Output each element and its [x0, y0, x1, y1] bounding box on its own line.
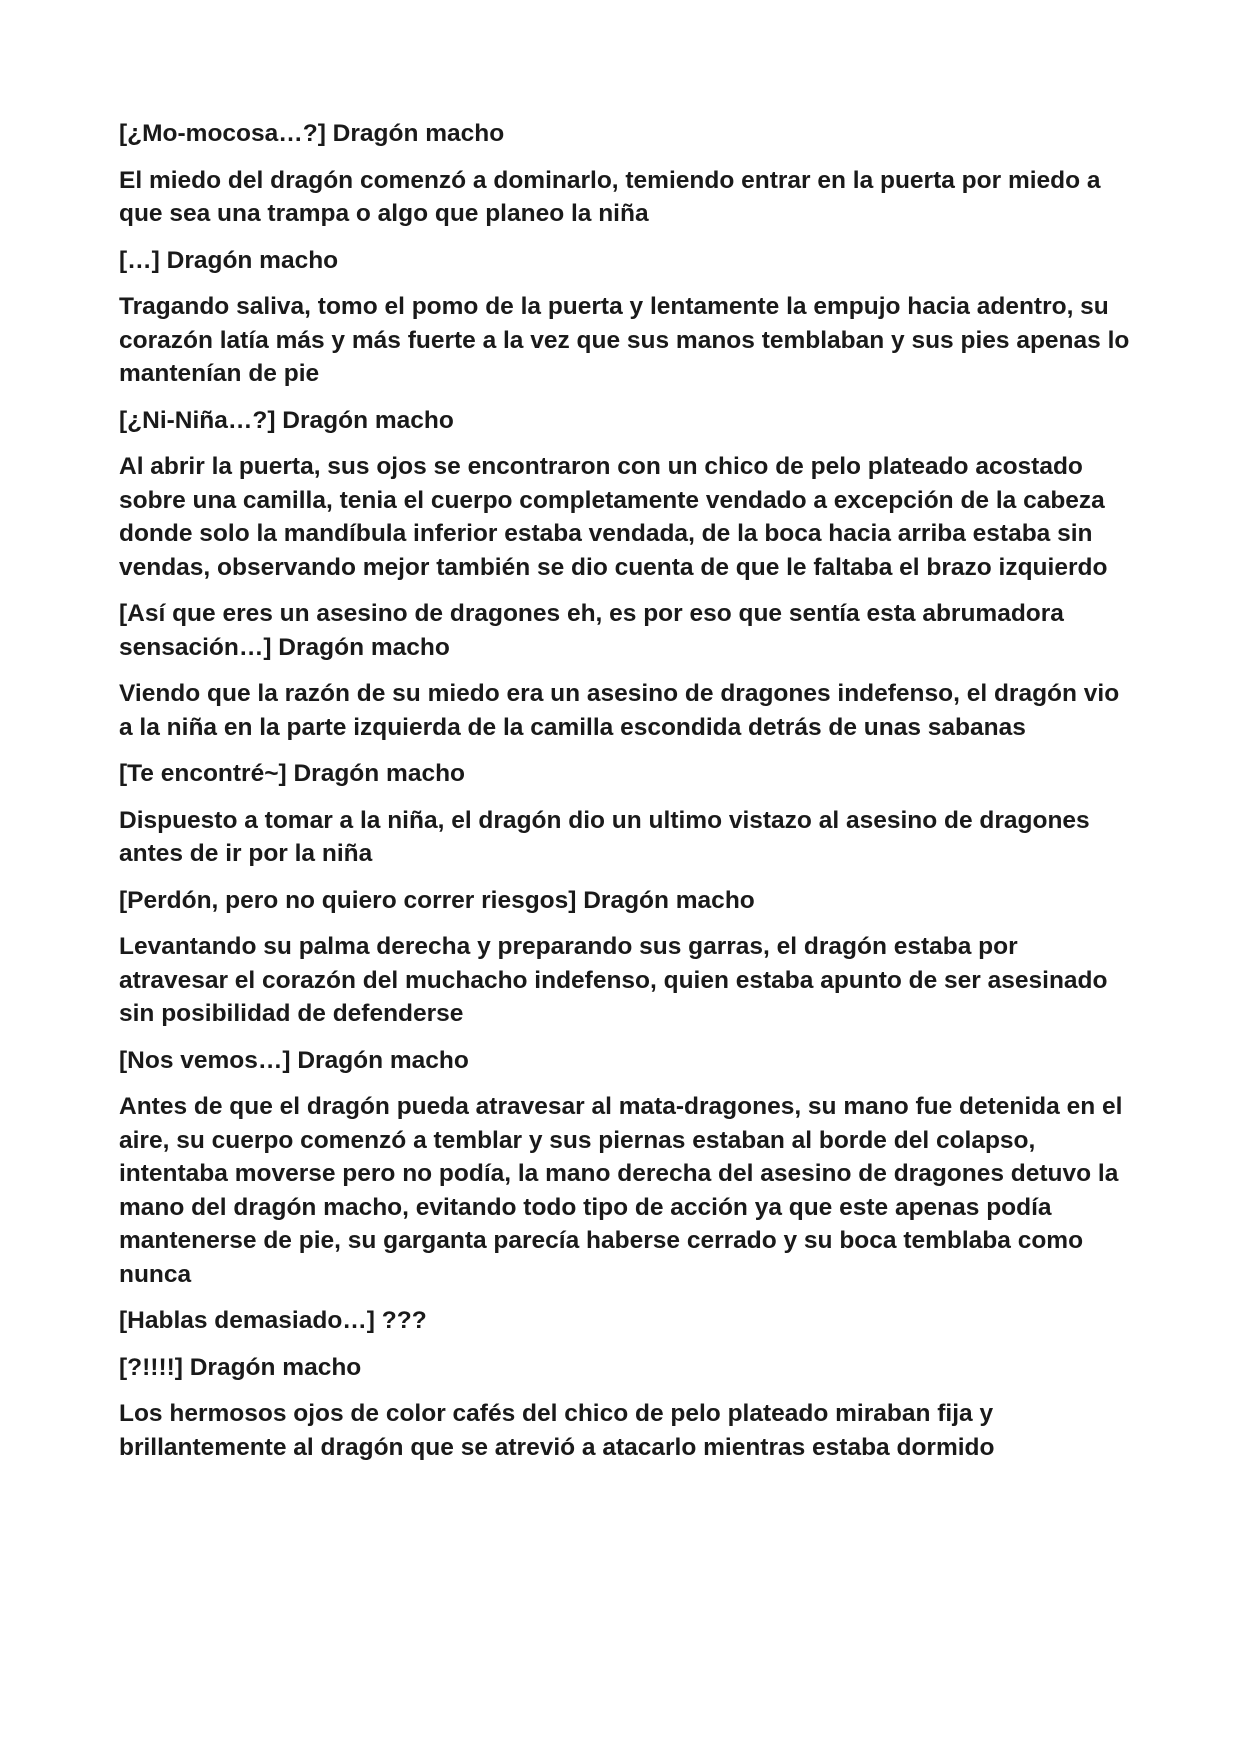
narration-paragraph: Dispuesto a tomar a la niña, el dragón dio un ultimo vistazo al asesino de dragones antes de ir por la niña: [119, 806, 1090, 867]
narration-paragraph: Viendo que la razón de su miedo era un asesino de dragones indefenso, el dragón vio a la niña en la parte izquierda de la camilla escondida detrás de unas sabanas: [119, 680, 1120, 741]
narration-paragraph: Los hermosos ojos de color cafés del chico de pelo plateado miraban fija y brillantemente al dragón que se atrevió a atacarlo mientras estaba dormido: [119, 1400, 995, 1461]
document-body: [119, 117, 1131, 1477]
narration-paragraph: Antes de que el dragón pueda atravesar al mata-dragones, su mano fue detenida en el aire, su cuerpo comenzó a temblar y sus piernas estaban al borde del colapso, intentaba moverse pero no podía, la mano derecha del asesino de dragones detuvo la mano del dragón macho, evitando todo tipo de acción ya que este apenas podía mantenerse de pie, su garganta parecía haberse cerrado y su boca temblaba como nunca: [119, 1093, 1123, 1288]
dialogue-line: [Hablas demasiado…] ???: [119, 1307, 427, 1334]
dialogue-line: [?!!!!] Dragón macho: [119, 1353, 362, 1381]
dialogue-line: [Nos vemos…] Dragón macho: [119, 1046, 469, 1074]
dialogue-line: [¿Mo-mocosa…?] Dragón macho: [119, 120, 505, 147]
narration-paragraph: El miedo del dragón comenzó a dominarlo, temiendo entrar en la puerta por miedo a que sea una trampa o algo que planeo la niña: [119, 166, 1101, 227]
dialogue-line: [Perdón, pero no quiero correr riesgos] Dragón macho: [119, 886, 755, 914]
narration-paragraph: Al abrir la puerta, sus ojos se encontraron con un chico de pelo plateado acostado sobre una camilla, tenia el cuerpo completamente vendado a excepción de la cabeza donde solo la mandíbula inferior estaba vendada, de la boca hacia arriba estaba sin vendas, observando mejor también se dio cuenta de que le faltaba el brazo izquierdo: [119, 453, 1108, 581]
dialogue-line: [Así que eres un asesino de dragones eh, es por eso que sentía esta abrumadora sensación…] Dragón macho: [119, 600, 1064, 661]
dialogue-line: […] Dragón macho: [119, 246, 339, 274]
dialogue-line: [Te encontré~] Dragón macho: [119, 760, 466, 787]
narration-paragraph: Tragando saliva, tomo el pomo de la puerta y lentamente la empujo hacia adentro, su corazón latía más y más fuerte a la vez que sus manos temblaban y sus pies apenas lo mantenían de pie: [119, 293, 1130, 387]
narration-paragraph: Levantando su palma derecha y preparando sus garras, el dragón estaba por atravesar el corazón del muchacho indefenso, quien estaba apunto de ser asesinado sin posibilidad de defenderse: [119, 933, 1108, 1027]
dialogue-line: [¿Ni-Niña…?] Dragón macho: [119, 406, 454, 434]
